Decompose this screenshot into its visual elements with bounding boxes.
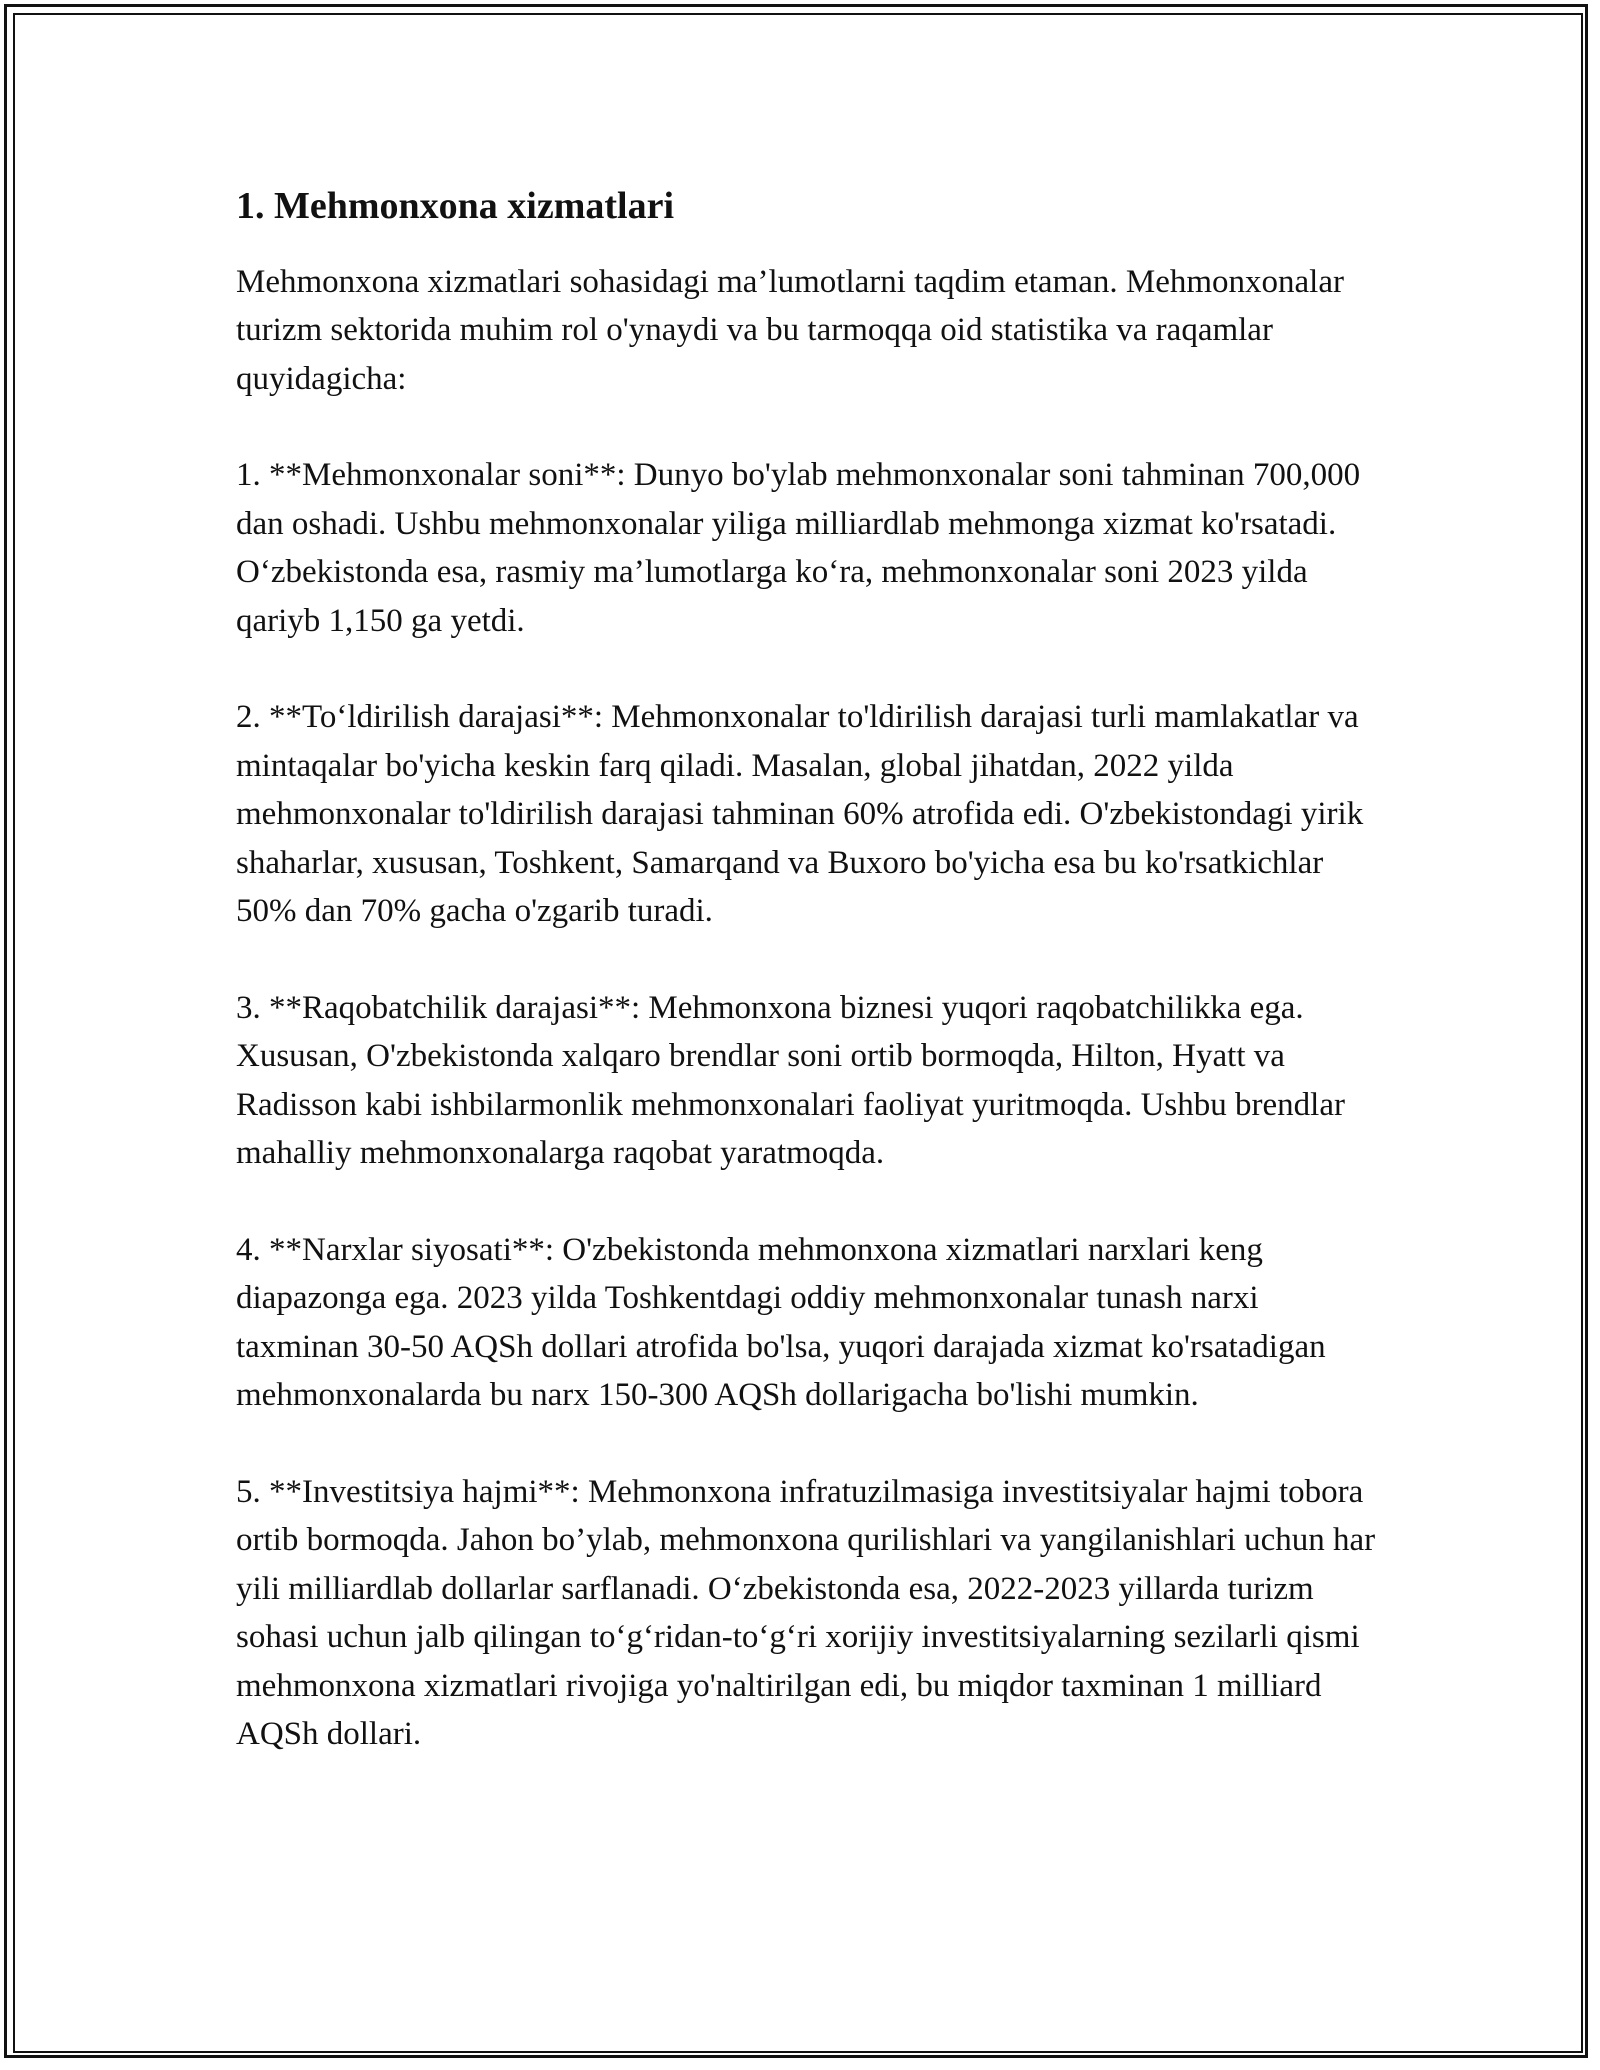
list-item-occupancy-rate: 2. **To‘ldirilish darajasi**: Mehmonxonalar to'ldirilish darajasi turli mamlakatlar va mintaqalar bo'yicha keskin farq qiladi. Masalan, global jihatdan, 2022 yilda mehmonxonalar to'ldirilish darajasi tahminan 60% atrofida edi. O'zbekistondagi yirik shaharlar, xususan, Toshkent, Samarqand va Buxoro bo'yicha esa bu ko'rsatkichlar 50% dan 70% gacha o'zgarib turadi. [236,699,1364,930]
list-item-investment-volume: 5. **Investitsiya hajmi**: Mehmonxona infratuzilmasiga investitsiyalar hajmi tobora ortib bormoqda. Jahon bo’ylab, mehmonxona qurilishlari va yangilanishlari uchun har yili milliardlab dollarlar sarflanadi. O‘zbekistonda esa, 2022-2023 yillarda turizm sohasi uchun jalb qilingan to‘g‘ridan-to‘g‘ri xorijiy investitsiyalarning sezilarli qismi mehmonxona xizmatlari rivojiga yo'naltirilgan edi, bu miqdor taxminan 1 milliard AQSh dollari. [236,1473,1376,1753]
list-item-pricing-policy: 4. **Narxlar siyosati**: O'zbekistonda mehmonxona xizmatlari narxlari keng diapazonga ega. 2023 yilda Toshkentdagi oddiy mehmonxonalar tunash narxi taxminan 30-50 AQSh dollari atrofida bo'lsa, yuqori darajada xizmat ko'rsatadigan mehmonxonalarda bu narx 150-300 AQSh dollarigacha bo'lishi mumkin. [236,1231,1326,1414]
list-item-hotel-count: 1. **Mehmonxonalar soni**: Dunyo bo'ylab mehmonxonalar soni tahminan 700,000 dan oshadi. Ushbu mehmonxonalar yiliga milliardlab mehmonga xizmat ko'rsatadi. O‘zbekistonda esa, rasmiy ma’lumotlarga ko‘ra, mehmonxonalar soni 2023 yilda qariyb 1,150 ga yetdi. [236,457,1361,639]
list-item-competition-level: 3. **Raqobatchilik darajasi**: Mehmonxona biznesi yuqori raqobatchilikka ega. Xususan, O'zbekistonda xalqaro brendlar soni ortib bormoqda, Hilton, Hyatt va Radisson kabi ishbilarmonlik mehmonxonalari faoliyat yuritmoqda. Ushbu brendlar mahalliy mehmonxonalarga raqobat yaratmoqda. [236,989,1345,1172]
document-body [236,184,1376,1807]
section-title: 1. Mehmonxona xizmatlari [236,185,675,227]
intro-paragraph: Mehmonxona xizmatlari sohasidagi ma’lumotlarni taqdim etaman. Mehmonxonalar turizm sektorida muhim rol o'ynaydi va bu tarmoqqa oid statistika va raqamlar quyidagicha: [236,263,1344,397]
